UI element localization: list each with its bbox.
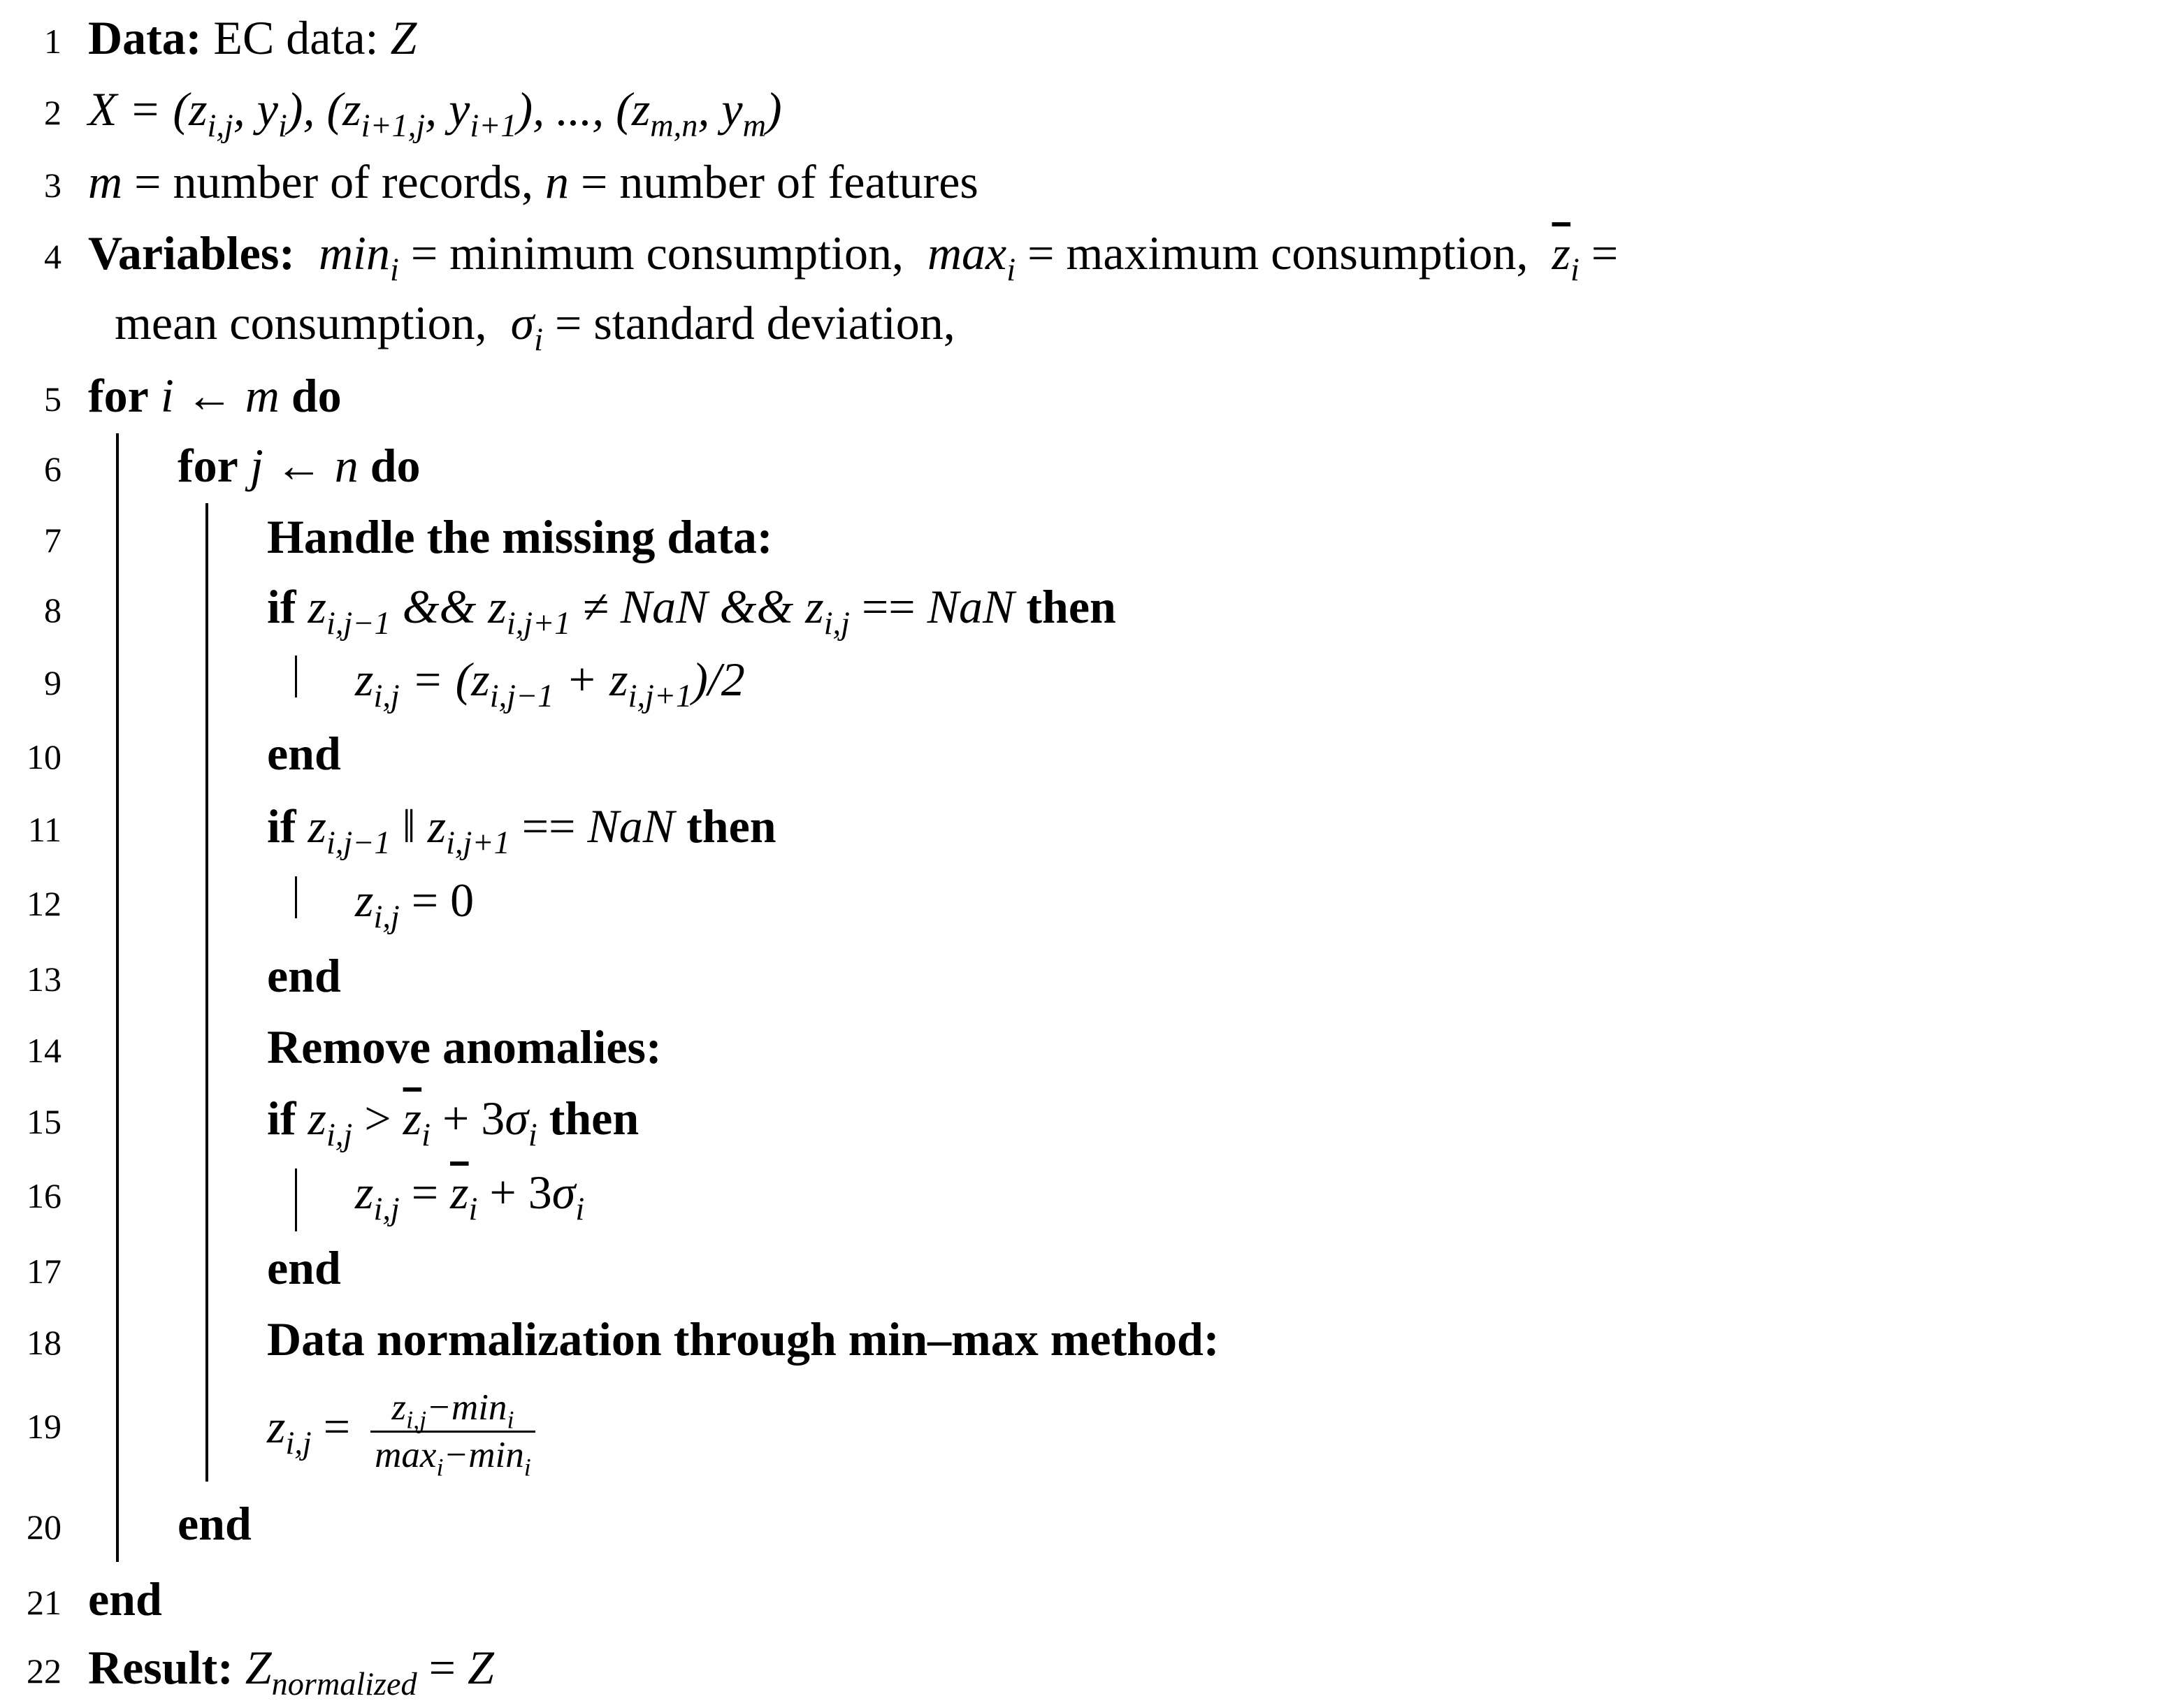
remove-anomalies-heading: Remove anomalies: xyxy=(267,1020,662,1073)
line-number: 21 xyxy=(27,1583,62,1622)
line-number: 20 xyxy=(27,1507,62,1547)
line-number: 2 xyxy=(44,93,62,132)
data-var: Z xyxy=(390,11,417,64)
line-number: 12 xyxy=(27,884,62,923)
line-number: 7 xyxy=(44,521,62,560)
features-desc: = number of features xyxy=(580,155,978,208)
result-keyword: Result: xyxy=(88,1641,233,1694)
line-number: 17 xyxy=(27,1252,62,1291)
line-number: 5 xyxy=(44,379,62,419)
dataset-definition: $X = (z_{i,j}$, $y_i$), ($z_{i+1,j}$, $y_{i+1}$), ..., ($z_{m,n}$, $y_m$) xyxy=(88,82,782,145)
variables-keyword: Variables: xyxy=(88,226,295,280)
line-number: 19 xyxy=(27,1407,62,1446)
line-number: 9 xyxy=(44,663,62,702)
records-desc: = number of records, xyxy=(134,155,533,208)
data-keyword: Data: xyxy=(88,11,202,64)
inner-loop-rule xyxy=(205,503,208,1482)
line-number: 3 xyxy=(44,166,62,205)
if2-body-rule xyxy=(295,876,297,918)
line-number: 22 xyxy=(27,1651,62,1691)
data-text: EC data: xyxy=(213,11,379,64)
line-number: 1 xyxy=(44,22,62,61)
line-number: 4 xyxy=(44,237,62,276)
line-number: 10 xyxy=(27,737,62,776)
line-number: 13 xyxy=(27,960,62,999)
outer-loop-rule xyxy=(116,433,119,1562)
line-number: 18 xyxy=(27,1323,62,1362)
line-number: 11 xyxy=(27,810,62,849)
var-min-desc: = minimum consumption, xyxy=(410,226,904,280)
var-max-desc: = maximum consumption, xyxy=(1027,226,1529,280)
algorithm-block: 1 Data: EC data: Z 2 $X = (z_{i,j}$, $y_i$), ($z_{i+1,j}$, $y_{i+1}$), ..., ($z_{m,n}$, $y_m$) 3 m = number of records, n = number of features 4 Variables: $\min_i$ = minimum consumption, $\max_i$ = maximum consumption, $\overline{z}_i$ = mean consumption, $\sigma_i$ = standard deviation, 5 for i ← m do 6 for j ← n do 7 Handle the missing data: 8 if $z_{i,j-1}$ && $z_{i,j+1}$ ≠ NaN && $z_{i,j}$ == NaN then 9 $z_{i,j} = (z_{i,j-1} + z_{i,j+1})/2$ 10 end 11 if $z_{i,j-1}$ ‖ $z_{i,j+1}$ == NaN then 12 $z_{i,j} = 0$ 13 end 14 Remove anomalies: 15 if $z_{i,j} > \overline{z}_i + 3\sigma_i$ then 16 $z_{i,j} = \overline{z}_i + 3\sigma_i$ 17 end 18 Data normalization through min–max method: 19 $z_{i,j}$ = $\frac{z_{i,j}-\min_i}{\max_i-\min_i}$ 20 end 21 end 22 Result: $Z_{normalized} = Z$ xyxy=(0,0,2175,1708)
var-sigma-desc: = standard deviation, xyxy=(554,296,955,349)
line-number: 16 xyxy=(27,1176,62,1215)
line-number: 15 xyxy=(27,1102,62,1141)
line-number: 14 xyxy=(27,1031,62,1070)
if3-body-rule xyxy=(295,1168,297,1231)
var-mean-desc: mean consumption, xyxy=(115,296,487,349)
normalization-fraction: $\frac{z_{i,j}-\min_i}{\max_i-\min_i}$ xyxy=(370,1389,535,1474)
if1-body-rule xyxy=(295,656,297,697)
line-number: 6 xyxy=(44,449,62,488)
handle-missing-heading: Handle the missing data: xyxy=(267,510,773,563)
normalization-heading: Data normalization through min–max method: xyxy=(267,1312,1220,1366)
line-number: 8 xyxy=(44,591,62,630)
